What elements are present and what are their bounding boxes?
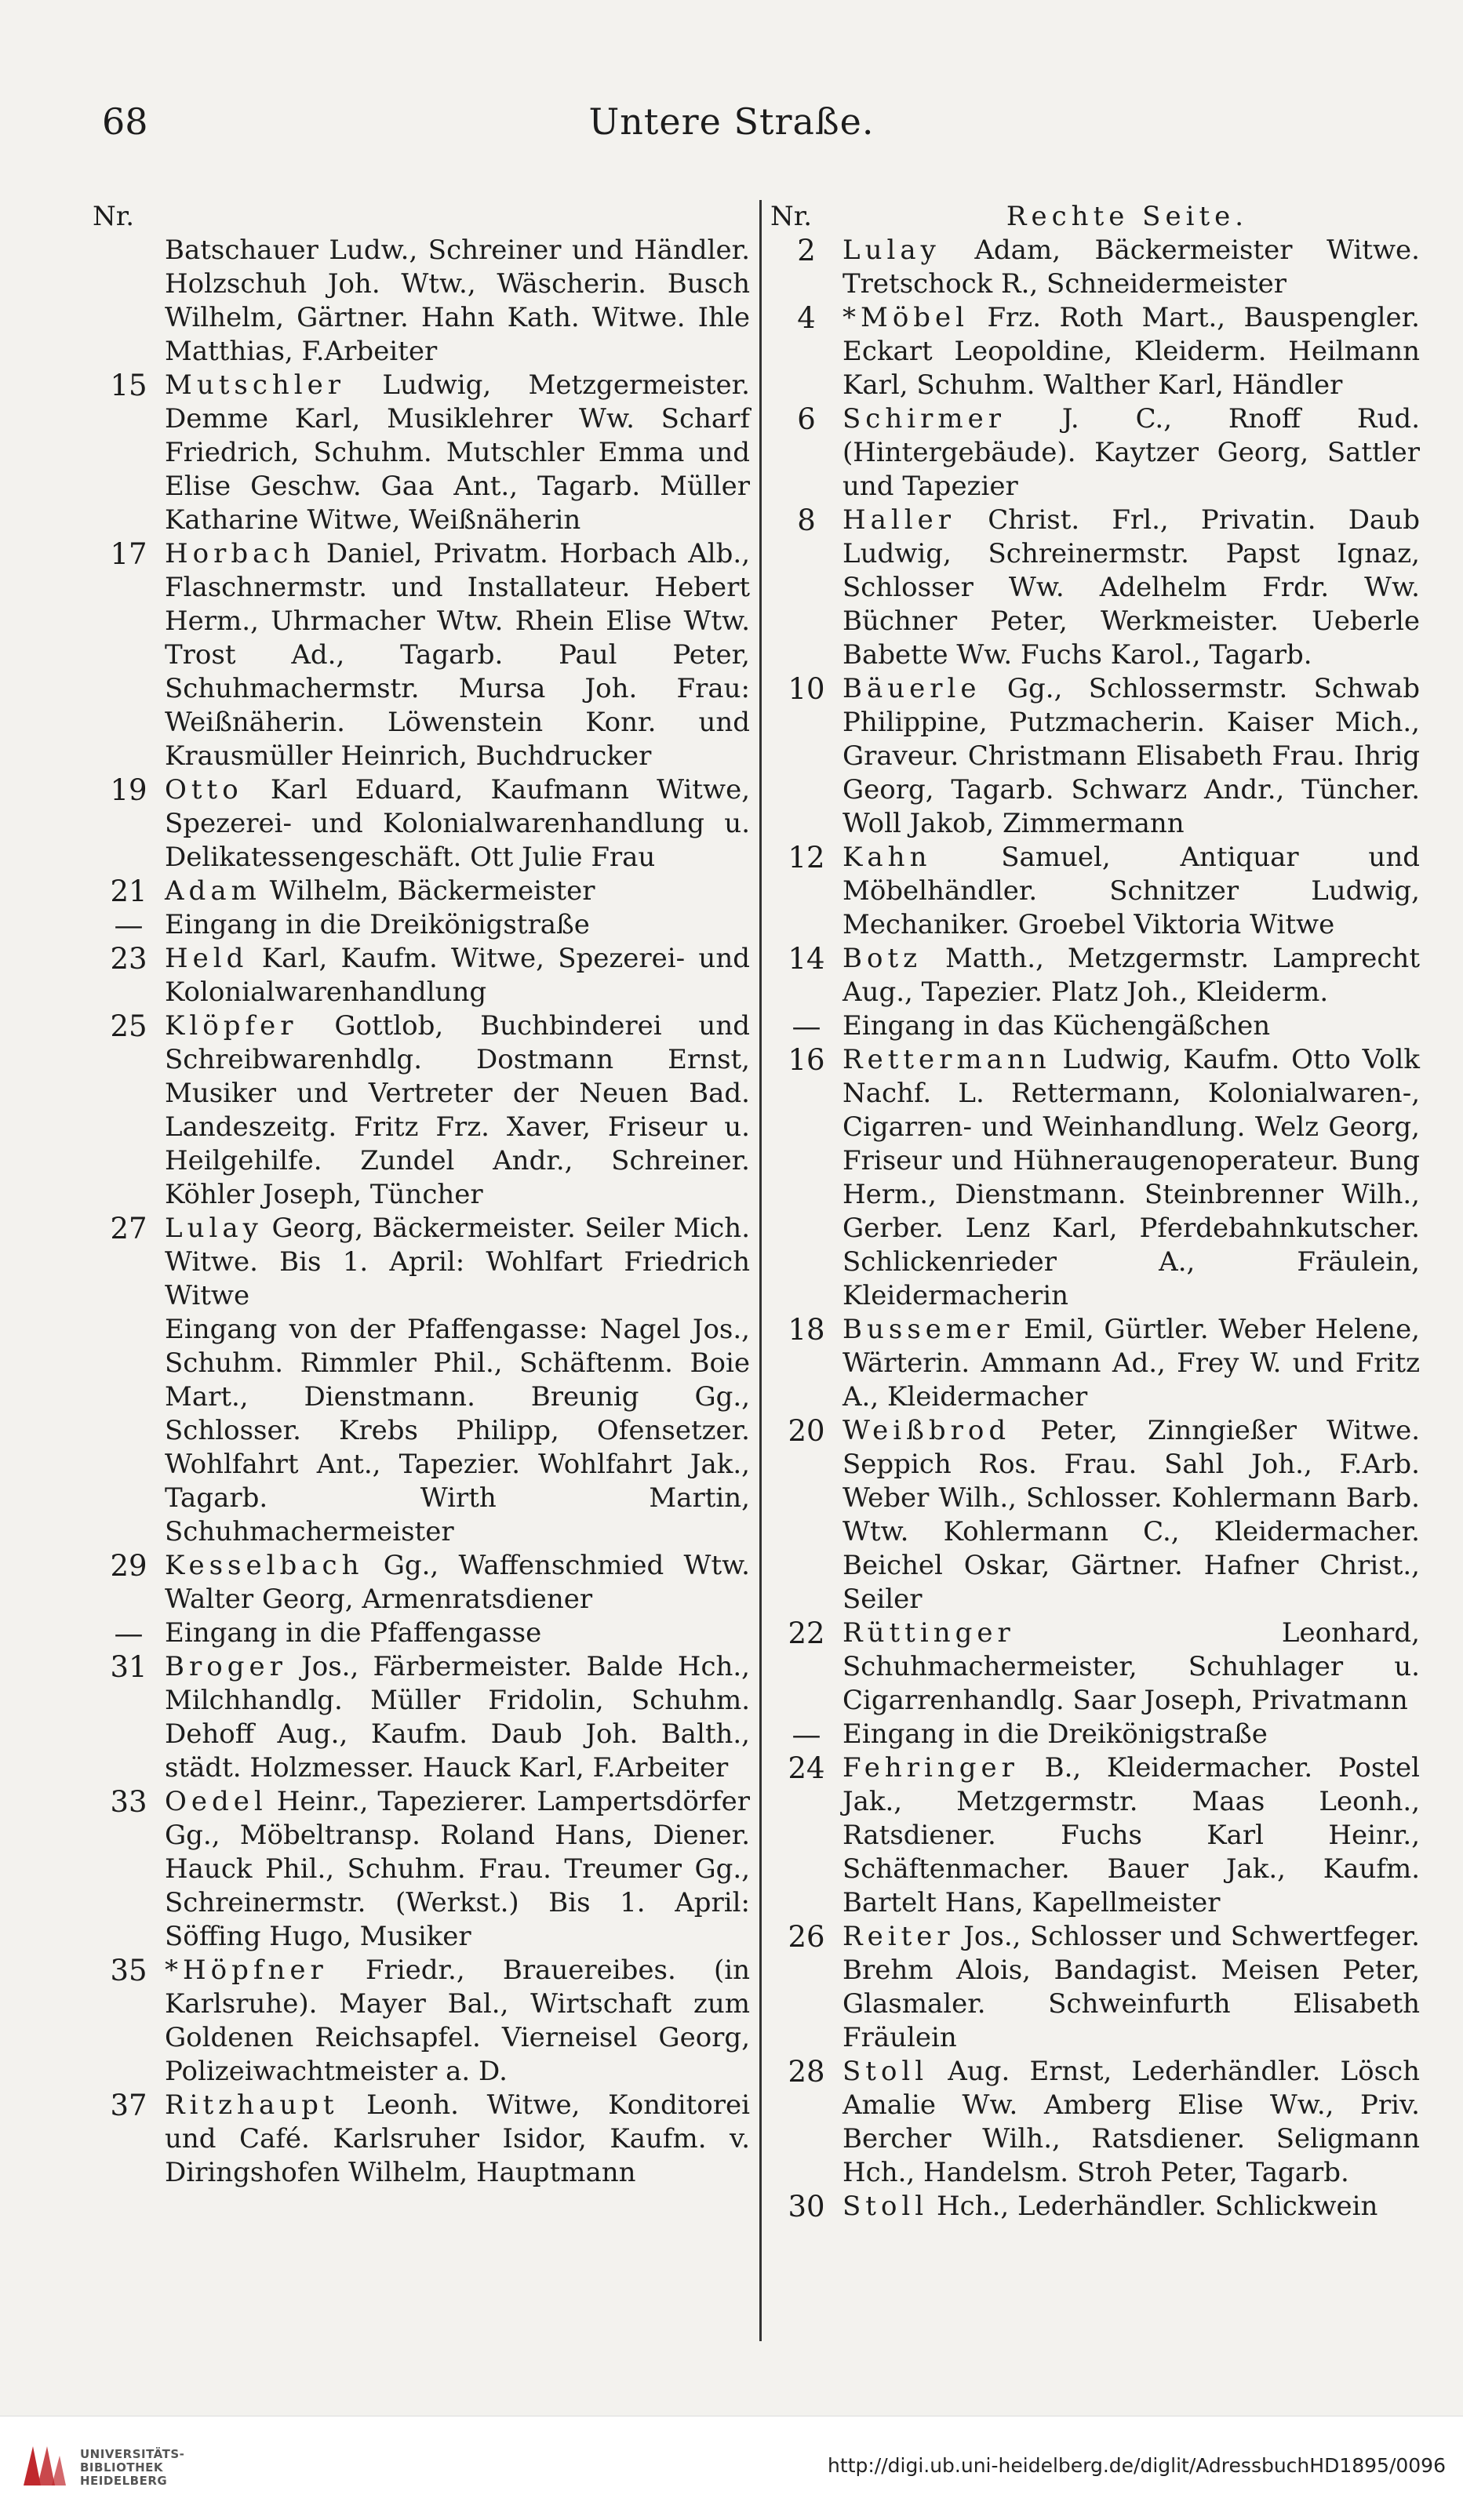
directory-entry: [93, 1616, 750, 1650]
residents-text: Eingang von der Pfaffengasse: Nagel Jos., Schuhm. Rimmler Phil., Schäftenm. Boie Mart., Dienstmann. Breunig Gg., Schlosser. Krebs Philipp, Ofensetzer. Wohlfahrt Ant., Tapezier. Wohlfahrt Jak., Tagarb. Wirth Martin, Schuhmachermeister: [165, 1314, 750, 1547]
entry-text: [842, 1616, 1420, 1718]
directory-entry: [93, 875, 750, 908]
residents-text: Aug. Ernst, Lederhändler. Lösch Amalie Ww. Amberg Elise Ww., Priv. Bercher Wilh., Ratsdiener. Seligmann Hch., Handelsm. Stroh Peter, Tagarb.: [842, 2056, 1420, 2188]
owner-name: Bussemer: [842, 1314, 1014, 1345]
entry-text: [842, 2190, 1420, 2224]
directory-entry: [770, 841, 1420, 942]
directory-entry: [93, 537, 750, 773]
entry-text: [165, 2089, 750, 2190]
library-name: [80, 2448, 184, 2488]
entry-text: [165, 234, 750, 369]
entry-text: [842, 1009, 1420, 1043]
house-number: 26: [788, 1920, 825, 1954]
owner-name: Haller: [842, 504, 956, 536]
directory-entry: [770, 402, 1420, 504]
directory-entry: [770, 1009, 1420, 1043]
page-number: 68: [102, 100, 148, 143]
residents-text: Peter, Zinngießer Witwe. Seppich Ros. Frau. Sahl Joh., F.Arb. Weber Wilh., Schlosser. Kohlermann Barb. Wtw. Kohlermann C., Kleidermacher. Beichel Oskar, Gärtner. Hafner Christ., Seiler: [842, 1415, 1420, 1615]
residents-text: Leonhard, Schuhmachermeister, Schuhlager u. Cigarrenhandlg. Saar Joseph, Privatmann: [842, 1617, 1420, 1716]
directory-entry: [770, 234, 1420, 301]
owner-name: Lulay: [165, 1213, 263, 1244]
university-library-logo[interactable]: [17, 2440, 69, 2492]
directory-entry: [93, 908, 750, 942]
entry-text: [842, 301, 1420, 402]
directory-entry: [93, 1954, 750, 2089]
nr-label: Nr.: [93, 201, 135, 232]
residents-text: Karl Eduard, Kaufmann Witwe, Spezerei- und Kolonialwarenhandlung u. Delikatessengeschäft. Ott Julie Frau: [165, 774, 750, 873]
owner-name: Broger: [165, 1651, 287, 1682]
owner-name: Mutschler: [165, 369, 346, 401]
house-number: —: [114, 908, 144, 942]
residents-text: Jos., Schlosser und Schwertfeger. Brehm Alois, Bandagist. Meisen Peter, Glasmaler. Schweinfurth Elisabeth Fräulein: [842, 1921, 1420, 2053]
owner-name: *Möbel: [842, 302, 970, 333]
entry-text: [842, 672, 1420, 841]
owner-name: Rettermann: [842, 1044, 1051, 1075]
owner-name: Otto: [165, 774, 243, 805]
house-number: 31: [110, 1650, 147, 1684]
house-number: 4: [797, 301, 816, 335]
owner-name: Klöpfer: [165, 1010, 298, 1042]
house-number: 19: [110, 773, 147, 807]
residents-text: Heinr., Tapezierer. Lampertsdörfer Gg., Möbeltransp. Roland Hans, Diener. Hauck Phil., Schuhm. Frau. Treumer Gg., Schreinermstr. (Werkst.) Bis 1. April: Söffing Hugo, Musiker: [165, 1786, 750, 1952]
directory-entry: [770, 1313, 1420, 1414]
footer-bar: [0, 2416, 1463, 2520]
house-number: 10: [788, 672, 825, 706]
owner-name: Botz: [842, 943, 923, 974]
house-number: 17: [110, 537, 147, 571]
residents-text: Matth., Metzgermstr. Lamprecht Aug., Tapezier. Platz Joh., Kleiderm.: [842, 943, 1420, 1008]
residents-text: Georg, Bäckermeister. Seiler Mich. Witwe. Bis 1. April: Wohlfart Friedrich Witwe: [165, 1213, 750, 1311]
owner-name: Fehringer: [842, 1752, 1019, 1784]
directory-entry: [770, 1920, 1420, 2055]
directory-entry: [770, 1616, 1420, 1718]
right-entry-list: [770, 234, 1420, 2224]
left-column: [93, 200, 750, 2190]
owner-name: Bäuerle: [842, 673, 981, 704]
house-number: —: [792, 1009, 821, 1043]
house-number: 37: [110, 2089, 147, 2122]
right-column: [770, 200, 1420, 2224]
directory-entry: [770, 1043, 1420, 1313]
owner-name: Schirmer: [842, 403, 1006, 435]
residents-text: Daniel, Privatm. Horbach Alb., Flaschnermstr. und Installateur. Hebert Herm., Uhrmacher Wtw. Rhein Elise Wtw. Trost Ad., Tagarb. Paul Peter, Schuhmachermstr. Mursa Joh. Frau: Weißnäherin. Löwenstein Konr. und Krausmüller Heinrich, Buchdrucker: [165, 538, 750, 772]
directory-entry: [770, 1718, 1420, 1751]
entry-text: [842, 1751, 1420, 1920]
entry-text: [842, 841, 1420, 942]
house-number: —: [114, 1616, 144, 1650]
residents-text: Leonh. Witwe, Konditorei und Café. Karlsruher Isidor, Kaufm. v. Diringshofen Wilhelm, Hauptmann: [165, 2089, 750, 2188]
residents-text: Samuel, Antiquar und Möbelhändler. Schnitzer Ludwig, Mechaniker. Groebel Viktoria Witwe: [842, 842, 1420, 940]
owner-name: Lulay: [842, 235, 941, 266]
residents-text: Friedr., Brauereibes. (in Karlsruhe). Mayer Bal., Wirtschaft zum Goldenen Reichsapfel. Vierneisel Georg, Polizeiwachtmeister a. D.: [165, 1955, 750, 2087]
residents-text: Eingang in die Pfaffengasse: [165, 1617, 542, 1649]
house-number: 23: [110, 942, 147, 976]
residents-text: Eingang in die Dreikönigstraße: [165, 909, 590, 940]
library-name-line-2: BIBLIOTHEK: [80, 2460, 163, 2475]
house-number: 18: [788, 1313, 825, 1347]
directory-entry: [93, 1009, 750, 1212]
left-entry-list: [93, 234, 750, 2190]
right-column-header: [770, 200, 1420, 234]
entry-text: [165, 1313, 750, 1549]
house-number: 35: [110, 1954, 147, 1987]
nr-label: Nr.: [770, 201, 813, 232]
entry-text: [165, 1549, 750, 1616]
residents-text: Batschauer Ludw., Schreiner und Händler. Holzschuh Joh. Wtw., Wäscherin. Busch Wilhelm, Gärtner. Hahn Kath. Witwe. Ihle Matthias, F.Arbeiter: [165, 235, 750, 367]
directory-entry: [770, 301, 1420, 402]
directory-entry: [93, 1650, 750, 1785]
directory-entry: [93, 773, 750, 875]
directory-entry: [770, 1751, 1420, 1920]
left-column-header: [93, 200, 750, 234]
owner-name: Held: [165, 943, 249, 974]
entry-text: [842, 2055, 1420, 2190]
page-title: Untere Straße.: [588, 100, 875, 143]
entry-text: [165, 1650, 750, 1785]
house-number: 33: [110, 1785, 147, 1819]
house-number: —: [792, 1718, 821, 1751]
entry-text: [165, 1785, 750, 1954]
entry-text: [165, 1212, 750, 1313]
entry-text: [165, 942, 750, 1009]
entry-text: [842, 1414, 1420, 1616]
directory-entry: [770, 672, 1420, 841]
entry-text: [165, 1616, 750, 1650]
directory-entry: [93, 2089, 750, 2190]
residents-text: Adam, Bäckermeister Witwe. Tretschock R., Schneidermeister: [842, 235, 1420, 300]
entry-text: [165, 1009, 750, 1212]
residents-text: Ludwig, Metzgermeister. Demme Karl, Musiklehrer Ww. Scharf Friedrich, Schuhm. Mutschler Emma und Elise Geschw. Gaa Ant., Tagarb. Müller Katharine Witwe, Weißnäherin: [165, 369, 750, 536]
library-name-line-3: HEIDELBERG: [80, 2474, 168, 2488]
house-number: 27: [110, 1212, 147, 1245]
residents-text: J. C., Rnoff Rud. (Hintergebäude). Kaytzer Georg, Sattler und Tapezier: [842, 403, 1420, 502]
owner-name: Reiter: [842, 1921, 955, 1952]
owner-name: Ritzhaupt: [165, 2089, 339, 2121]
residents-text: Eingang in die Dreikönigstraße: [842, 1718, 1268, 1750]
entry-text: [165, 1954, 750, 2089]
owner-name: Horbach: [165, 538, 315, 569]
entry-text: [165, 537, 750, 773]
owner-name: Stoll: [842, 2191, 929, 2222]
directory-entry: [770, 2190, 1420, 2224]
entry-text: [842, 234, 1420, 301]
entry-text: [842, 1920, 1420, 2055]
house-number: 29: [110, 1549, 147, 1583]
residents-text: B., Kleidermacher. Postel Jak., Metzgermstr. Maas Leonh., Ratsdiener. Fuchs Karl Heinr., Schäftenmacher. Bauer Jak., Kaufm. Bartelt Hans, Kapellmeister: [842, 1752, 1420, 1918]
house-number: 6: [797, 402, 816, 436]
residents-text: Hch., Lederhändler. Schlickwein: [928, 2191, 1378, 2222]
entry-text: [842, 1718, 1420, 1751]
house-number: 21: [110, 875, 147, 908]
entry-text: [842, 1313, 1420, 1414]
directory-entry: [93, 1212, 750, 1313]
owner-name: Stoll: [842, 2056, 929, 2087]
side-label: Rechte Seite.: [1006, 201, 1249, 232]
owner-name: Rüttinger: [842, 1617, 1015, 1649]
residents-text: Ludwig, Kaufm. Otto Volk Nachf. L. Rettermann, Kolonialwaren-, Cigarren- und Weinhandlung. Welz Georg, Friseur und Hühneraugenoperateur. Bung Herm., Dienstmann. Steinbrenner Wilh., Gerber. Lenz Karl, Pferdebahnkutscher. Schlickenrieder A., Fräulein, Kleidermacherin: [842, 1044, 1420, 1311]
residents-text: Eingang in das Küchengäßchen: [842, 1010, 1271, 1042]
owner-name: Kahn: [842, 842, 932, 873]
entry-text: [842, 504, 1420, 672]
directory-entry: [770, 1414, 1420, 1616]
residents-text: Gottlob, Buchbinderei und Schreibwarenhdlg. Dostmann Ernst, Musiker und Vertreter der Neuen Bad. Landeszeitg. Fritz Frz. Xaver, Friseur u. Heilgehilfe. Zundel Andr., Schreiner. Köhler Joseph, Tüncher: [165, 1010, 750, 1210]
directory-entry: [93, 234, 750, 369]
entry-text: [842, 1043, 1420, 1313]
residents-text: Wilhelm, Bäckermeister: [260, 875, 595, 907]
house-number: 8: [797, 504, 816, 537]
house-number: 22: [788, 1616, 825, 1650]
house-number: 20: [788, 1414, 825, 1448]
house-number: 16: [788, 1043, 825, 1077]
entry-text: [165, 875, 750, 908]
house-number: 2: [797, 234, 816, 267]
directory-entry: [770, 2055, 1420, 2190]
owner-name: *Höpfner: [165, 1955, 328, 1986]
residents-text: Gg., Schlossermstr. Schwab Philippine, Putzmacherin. Kaiser Mich., Graveur. Christmann Elisabeth Frau. Ihrig Georg, Tagarb. Schwarz Andr., Tüncher. Woll Jakob, Zimmermann: [842, 673, 1420, 839]
house-number: 30: [788, 2190, 825, 2224]
house-number: 15: [110, 369, 147, 402]
owner-name: Kesselbach: [165, 1550, 364, 1581]
residents-text: Jos., Färbermeister. Balde Hch., Milchhandlg. Müller Fridolin, Schuhm. Dehoff Aug., Kaufm. Daub Joh. Balth., städt. Holzmesser. Hauck Karl, F.Arbeiter: [165, 1651, 750, 1784]
directory-entry: [93, 1785, 750, 1954]
entry-text: [165, 908, 750, 942]
owner-name: Weißbrod: [842, 1415, 1011, 1446]
house-number: 12: [788, 841, 825, 875]
house-number: 25: [110, 1009, 147, 1043]
directory-entry: [93, 1313, 750, 1549]
residents-text: Karl, Kaufm. Witwe, Spezerei- und Kolonialwarenhandlung: [165, 943, 750, 1008]
house-number: 14: [788, 942, 825, 976]
owner-name: Adam: [165, 875, 261, 907]
directory-entry: [770, 942, 1420, 1009]
house-number: 24: [788, 1751, 825, 1785]
source-url-link[interactable]: http://digi.ub.uni-heidelberg.de/diglit/AdressbuchHD1895/0096: [828, 2454, 1446, 2477]
entry-text: [842, 942, 1420, 1009]
owner-name: Oedel: [165, 1786, 267, 1817]
entry-text: [165, 773, 750, 875]
directory-entry: [93, 942, 750, 1009]
directory-entry: [770, 504, 1420, 672]
house-number: 28: [788, 2055, 825, 2089]
entry-text: [165, 369, 750, 537]
library-name-line-1: UNIVERSITÄTS-: [80, 2447, 185, 2461]
residents-text: Emil, Gürtler. Weber Helene, Wärterin. Ammann Ad., Frey W. und Fritz A., Kleidermacher: [842, 1314, 1420, 1413]
directory-entry: [93, 1549, 750, 1616]
column-divider: [759, 200, 762, 2341]
residents-text: Gg., Waffenschmied Wtw. Walter Georg, Armenratsdiener: [165, 1550, 750, 1615]
entry-text: [842, 402, 1420, 504]
residents-text: Christ. Frl., Privatin. Daub Ludwig, Schreinermstr. Papst Ignaz, Schlosser Ww. Adelhelm Frdr. Ww. Büchner Peter, Werkmeister. Ueberle Babette Ww. Fuchs Karol., Tagarb.: [842, 504, 1420, 671]
directory-entry: [93, 369, 750, 537]
residents-text: Frz. Roth Mart., Bauspengler. Eckart Leopoldine, Kleiderm. Heilmann Karl, Schuhm. Walther Karl, Händler: [842, 302, 1420, 401]
